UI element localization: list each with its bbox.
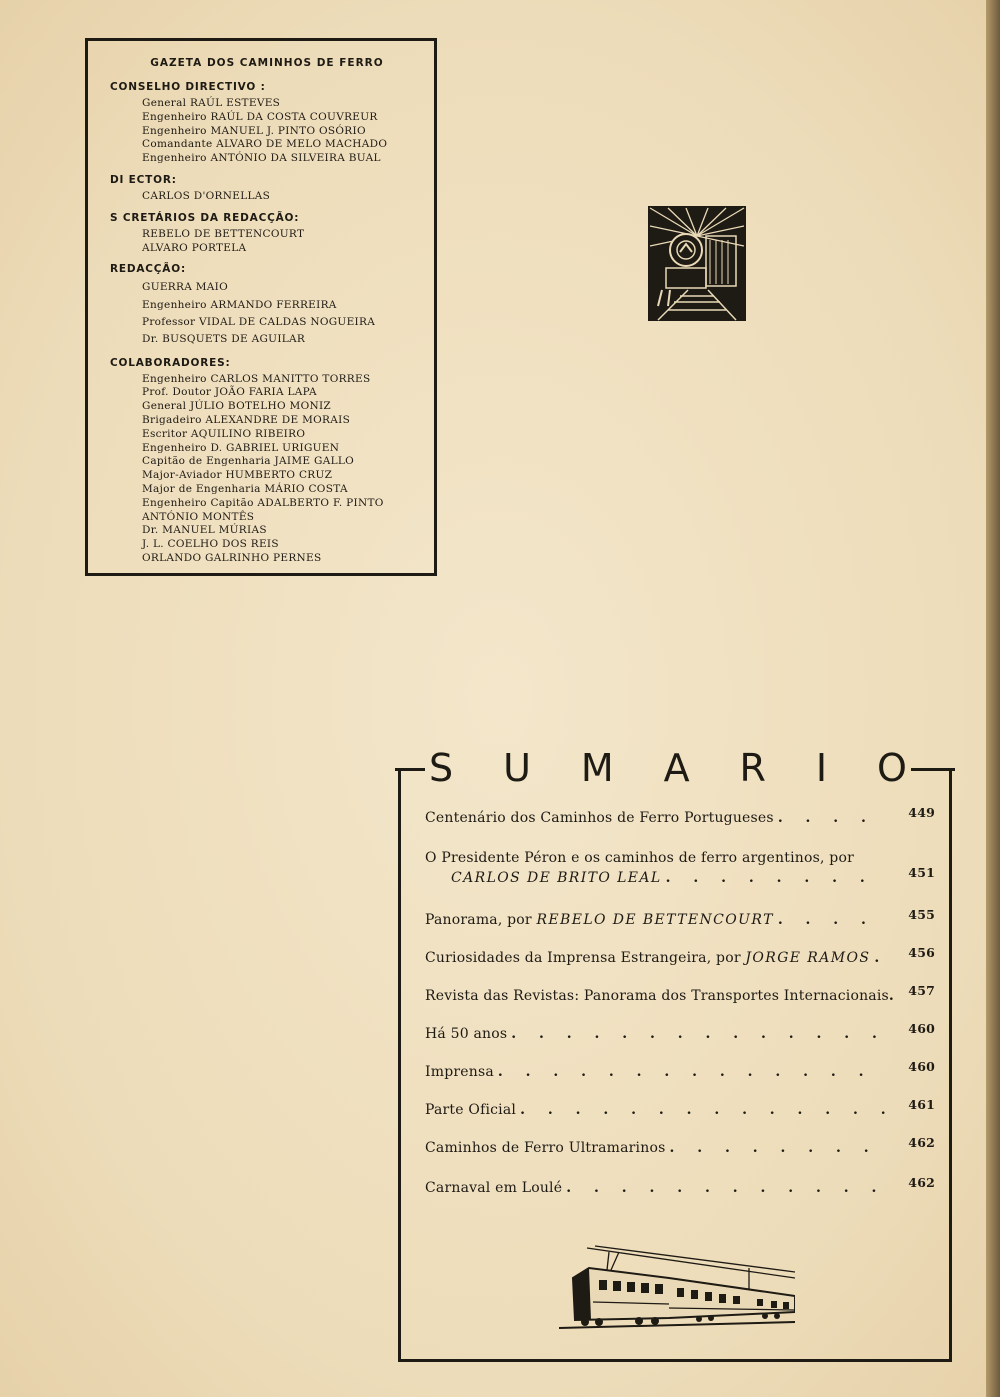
toc-entry-title: Panorama, por [425,912,532,928]
name-list [142,228,424,256]
section-heading: DI ECTOR: [110,173,177,186]
toc-entry-author: CARLOS DE BRITO LEAL [451,870,662,886]
toc-entry [425,907,935,932]
dot-leader [520,1102,887,1118]
title-letter: R [739,746,766,790]
list-item: Engenheiro MANUEL J. PINTO OSÓRIO [142,124,366,137]
dot-leader [778,912,887,928]
list-item: Escritor AQUILINO RIBEIRO [142,427,306,440]
table-of-contents [398,770,952,1362]
list-item: Engenheiro RAÚL DA COSTA COUVREUR [142,110,378,123]
dot-leader [566,1180,887,1196]
list-item: ORLANDO GALRINHO PERNES [142,551,322,564]
toc-entry-author: REBELO DE BETTENCOURT [536,912,774,928]
list-item: REBELO DE BETTENCOURT [142,227,305,240]
title-letter: M [580,746,614,790]
name-list [142,190,424,204]
toc-entry-author: JORGE RAMOS [745,950,871,966]
list-item: ANTÓNIO MONTÊS [142,510,255,523]
dot-leader [498,1064,887,1080]
toc-entry-title: Curiosidades da Imprensa Estrangeira, por [425,950,741,966]
toc-entry [425,1021,935,1046]
page-number: 449 [908,805,935,820]
dot-leader [874,950,887,966]
page-number: 462 [908,1175,935,1190]
list-item: Dr. BUSQUETS DE AGUILAR [142,333,306,346]
toc-entry [425,1059,935,1084]
dot-leader [511,1026,887,1042]
list-item: Prof. Doutor JOÃO FARIA LAPA [142,386,317,399]
locomotive-woodcut-illustration [648,206,746,321]
list-item: Brigadeiro ALEXANDRE DE MORAIS [142,413,351,426]
list-item: General JÚLIO BOTELHO MONIZ [142,400,332,413]
page-number: 460 [908,1021,935,1036]
list-item: Professor VIDAL DE CALDAS NOGUEIRA [142,315,376,328]
list-item: CARLOS D'ORNELLAS [142,189,271,202]
list-item: Capitão de Engenharia JAIME GALLO [142,455,355,468]
list-item: Major de Engenharia MÁRIO COSTA [142,482,348,495]
list-item: General RAÚL ESTEVES [142,97,281,109]
toc-entry [425,850,935,890]
list-item: Engenheiro CARLOS MANITTO TORRES [142,372,371,385]
masthead-title: GAZETA DOS CAMINHOS DE FERRO [150,57,384,69]
list-item: GUERRA MAIO [142,281,229,294]
section-heading: REDACÇÃO: [110,263,186,276]
title-letter: S [429,746,454,790]
list-item: Comandante ALVARO DE MELO MACHADO [142,138,388,151]
title-letter: I [815,746,828,790]
list-item: Engenheiro D. GABRIEL URIGUEN [142,441,340,454]
list-item: ALVARO PORTELA [142,241,247,254]
section-heading: COLABORADORES: [110,356,231,369]
dot-leader [666,870,887,886]
toc-entry [425,1135,935,1160]
title-letter: U [503,746,531,790]
list-item: Engenheiro Capitão ADALBERTO F. PINTO [142,496,384,509]
toc-entry-title: Há 50 anos [425,1026,508,1042]
dot-leader [669,1140,887,1156]
list-item: Engenheiro ANTÓNIO DA SILVEIRA BUAL [142,152,381,165]
toc-entry-title: Parte Oficial [425,1102,517,1118]
dot-leader [778,810,887,826]
name-list [142,279,424,348]
section-heading: CONSELHO DIRECTIVO : [110,81,266,93]
toc-entry [425,1175,935,1200]
page-number: 456 [908,945,935,960]
toc-entry-title: Imprensa [425,1064,494,1080]
toc-entry [425,945,935,970]
name-list [142,373,424,566]
toc-entry [425,983,935,1008]
toc-entry-title: Carnaval em Loulé [425,1180,563,1196]
toc-entry [425,805,935,830]
list-item: Engenheiro ARMANDO FERREIRA [142,298,337,311]
list-item: J. L. COELHO DOS REIS [142,538,279,551]
toc-entry-title: Revista das Revistas: Panorama dos Transportes Internacionais [425,988,889,1004]
toc-entry-title: O Presidente Péron e os caminhos de ferro argentinos, por [425,850,854,866]
list-item: Dr. MANUEL MÚRIAS [142,524,267,537]
electric-train-illustration [559,1244,795,1330]
title-letter: A [663,746,690,790]
name-list [142,97,424,166]
list-item: Major-Aviador HUMBERTO CRUZ [142,469,333,482]
page-number: 457 [908,983,935,998]
toc-entry-title: Centenário dos Caminhos de Ferro Portugueses [425,810,774,826]
page-number: 451 [908,865,935,880]
toc-entry [425,1097,935,1122]
title-letter: O [877,746,907,790]
section-heading: S CRETÁRIOS DA REDACÇÃO: [110,211,300,224]
page-number: 462 [908,1135,935,1150]
page-number: 460 [908,1059,935,1074]
page-edge [986,0,1000,1397]
toc-entry-title: Caminhos de Ferro Ultramarinos [425,1140,666,1156]
page-number: 455 [908,907,935,922]
masthead-box [85,38,437,576]
page-number: 461 [908,1097,935,1112]
